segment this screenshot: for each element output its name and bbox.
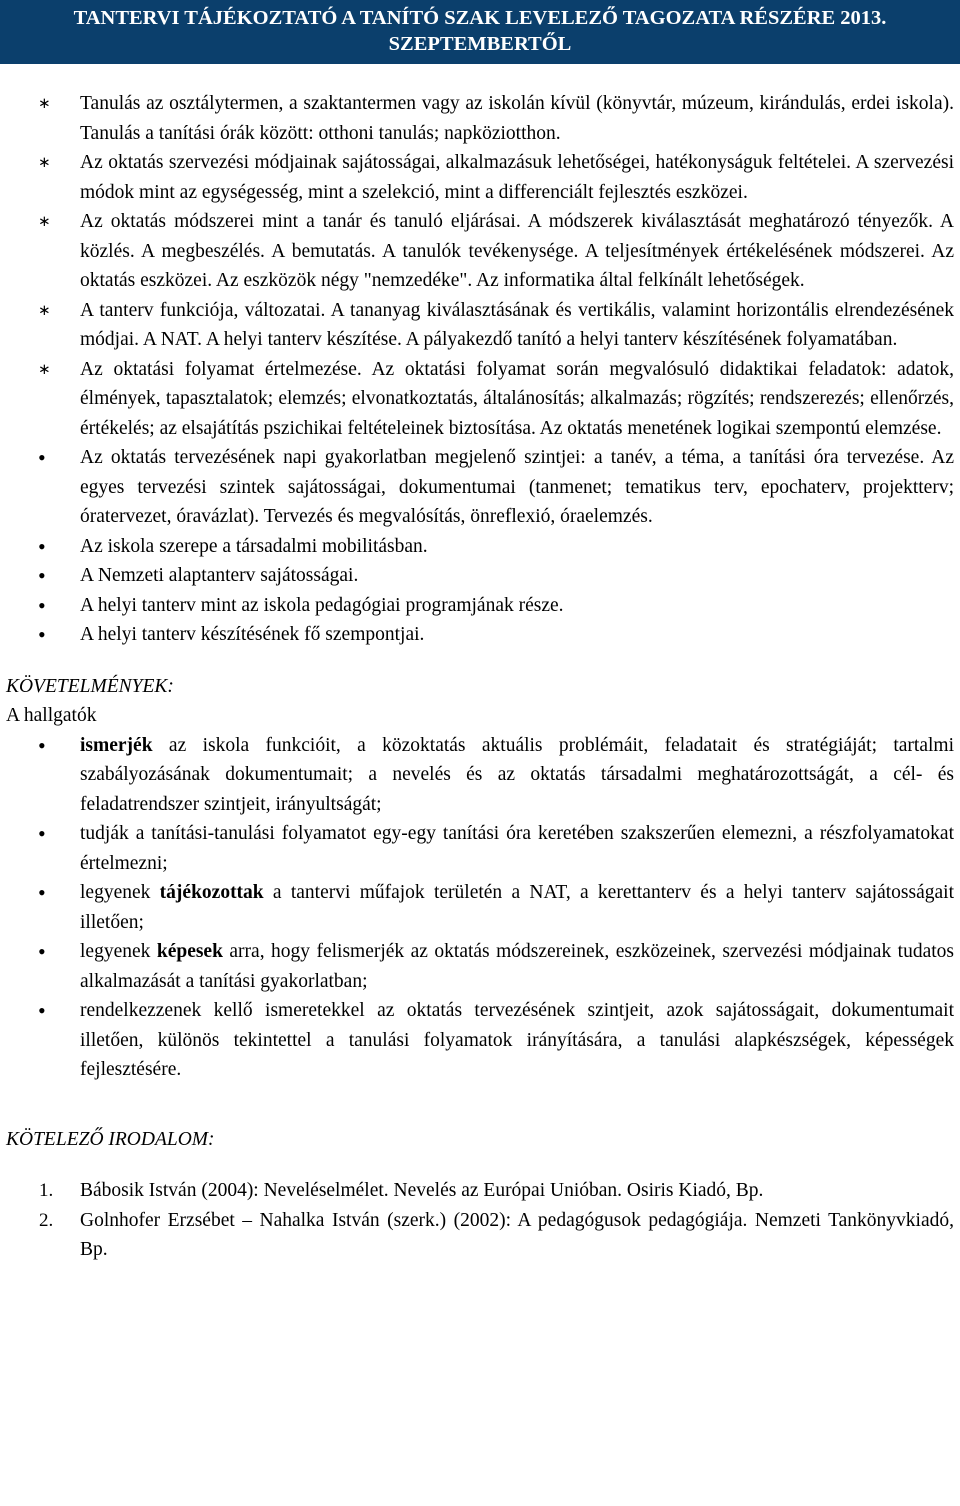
bullet-icon: • xyxy=(38,533,46,559)
document-header xyxy=(0,0,960,64)
document-body xyxy=(0,89,960,1265)
bullet-icon: • xyxy=(38,592,46,618)
asterisk-bullet-icon: ∗ xyxy=(38,212,51,230)
asterisk-bullet-icon: ∗ xyxy=(38,94,51,112)
topic-list-dot xyxy=(0,443,954,650)
list-item: • Az iskola szerepe a társadalmi mobilitásban. xyxy=(0,532,954,562)
list-item: • legyenek tájékozottak a tantervi műfajok területén a NAT, a kerettanterv és a helyi tanterv sajátosságait illetően; xyxy=(38,880,954,933)
bullet-icon: • xyxy=(38,939,46,964)
bullet-icon: • xyxy=(38,445,46,470)
list-number: 1. xyxy=(39,1180,54,1201)
requirements-list xyxy=(0,731,954,1085)
list-item: ∗ Az oktatás módszerei mint a tanár és tanuló eljárásai. A módszerek kiválasztását meghatározó tényezők. A közlés. A megbeszélés. A bemutatás. A tanulók tevékenysége. A teljesítmények értékelésének módszerei. Az oktatás eszközei. Az eszközök négy "nemzedéke". Az informatika által felkínált lehetőségek. xyxy=(0,207,954,296)
bullet-icon: • xyxy=(38,821,46,846)
bullet-icon: • xyxy=(38,998,46,1023)
list-item: • A helyi tanterv mint az iskola pedagógiai programjának része. xyxy=(0,591,954,621)
topic-list-star xyxy=(0,89,954,443)
requirements-intro: A hallgatók xyxy=(6,705,97,726)
header-line-1: TANTERVI TÁJÉKOZTATÓ A TANÍTÓ SZAK LEVELEZŐ TAGOZATA RÉSZÉRE 2013. xyxy=(73,7,887,29)
header-line-2: SZEPTEMBERTŐL xyxy=(388,33,572,55)
list-item: ∗ A tanterv funkciója, változatai. A tananyag kiválasztásának és vertikális, valamint horizontális elrendezésének módjai. A NAT. A helyi tanterv készítése. A pályakezdő tanító a helyi tanterv készítésének folyamatában. xyxy=(0,296,954,355)
list-item: 2. Golnhofer Erzsébet – Nahalka István (szerk.) (2002): A pedagógusok pedagógiája. Nemzeti Tankönyvkiadó, Bp. xyxy=(0,1206,954,1265)
list-item: • tudják a tanítási-tanulási folyamatot egy-egy tanítási óra keretében szakszerűen elemezni, a részfolyamatokat értelmezni; xyxy=(38,821,954,874)
list-item: • A helyi tanterv készítésének fő szempontjai. xyxy=(0,620,954,650)
bullet-icon: • xyxy=(38,732,46,758)
literature-heading: KÖTELEZŐ IRODALOM: xyxy=(6,1128,215,1150)
list-item: 1. Bábosik István (2004): Neveléselmélet. Nevelés az Európai Unióban. Osiris Kiadó, Bp. xyxy=(0,1176,954,1206)
literature-list xyxy=(0,1176,954,1265)
bullet-icon: • xyxy=(38,622,46,647)
bullet-icon: • xyxy=(38,880,46,905)
list-item: ∗ Tanulás az osztálytermen, a szaktantermen vagy az iskolán kívül (könyvtár, múzeum, kirándulás, erdei iskola). Tanulás a tanítási órák között: otthoni tanulás; napköziotthon. xyxy=(0,89,954,148)
asterisk-bullet-icon: ∗ xyxy=(38,359,51,378)
asterisk-bullet-icon: ∗ xyxy=(38,300,51,319)
list-number: 2. xyxy=(39,1209,54,1231)
list-item: • rendelkezzenek kellő ismeretekkel az oktatás tervezésének szintjeit, azok sajátosságait, dokumentumait illetően, különös tekintettel a tanulási folyamatok irányítására, a tanulási alapkészségek, képességek fejlesztésére. xyxy=(38,998,954,1080)
list-item: • Az oktatás tervezésének napi gyakorlatban megjelenő szintjei: a tanév, a téma, a tanítási óra tervezése. Az egyes tervezési szintek sajátosságai, dokumentumai (tanmenet; tematikus terv, epochaterv, projektterv; óratervezet, óravázlat). Tervezés és megvalósítás, önreflexió, óraelemzés. xyxy=(38,445,954,527)
asterisk-bullet-icon: ∗ xyxy=(38,153,51,171)
list-item: • ismerjék az iskola funkcióit, a közoktatás aktuális problémáit, feladatait és stratégiáját; tartalmi szabályozásának dokumentumait; a nevelés és az oktatás társadalmi meghatározottságát, a cél- és feladatrendszer szintjeit, irányultságát; xyxy=(38,732,954,815)
list-item: ∗ Az oktatás szervezési módjainak sajátosságai, alkalmazásuk lehetőségei, hatékonyságuk feltételei. A szervezési módok mint az egységesség, mint a szelekció, mint a differenciált fejlesztés eszközei. xyxy=(0,148,954,207)
list-item: • A Nemzeti alaptanterv sajátosságai. xyxy=(0,561,954,591)
bullet-icon: • xyxy=(38,563,46,588)
list-item: • legyenek képesek arra, hogy felismerjék az oktatás módszereinek, eszközeinek, szervezési módjainak tudatos alkalmazását a tanítási gyakorlatban; xyxy=(38,939,954,992)
list-item: ∗ Az oktatási folyamat értelmezése. Az oktatási folyamat során megvalósuló didaktikai feladatok: adatok, élmények, tapasztalatok; elemzés; elvonatkoztatás, általánosítás; alkalmazás; rögzítés; rendszerezés; ellenőrzés, értékelés; az elsajátítás pszichikai feltételeinek biztosítása. Az oktatás menetének logikai szempontú elemzése. xyxy=(0,355,954,444)
requirements-heading: KÖVETELMÉNYEK: xyxy=(6,675,174,697)
